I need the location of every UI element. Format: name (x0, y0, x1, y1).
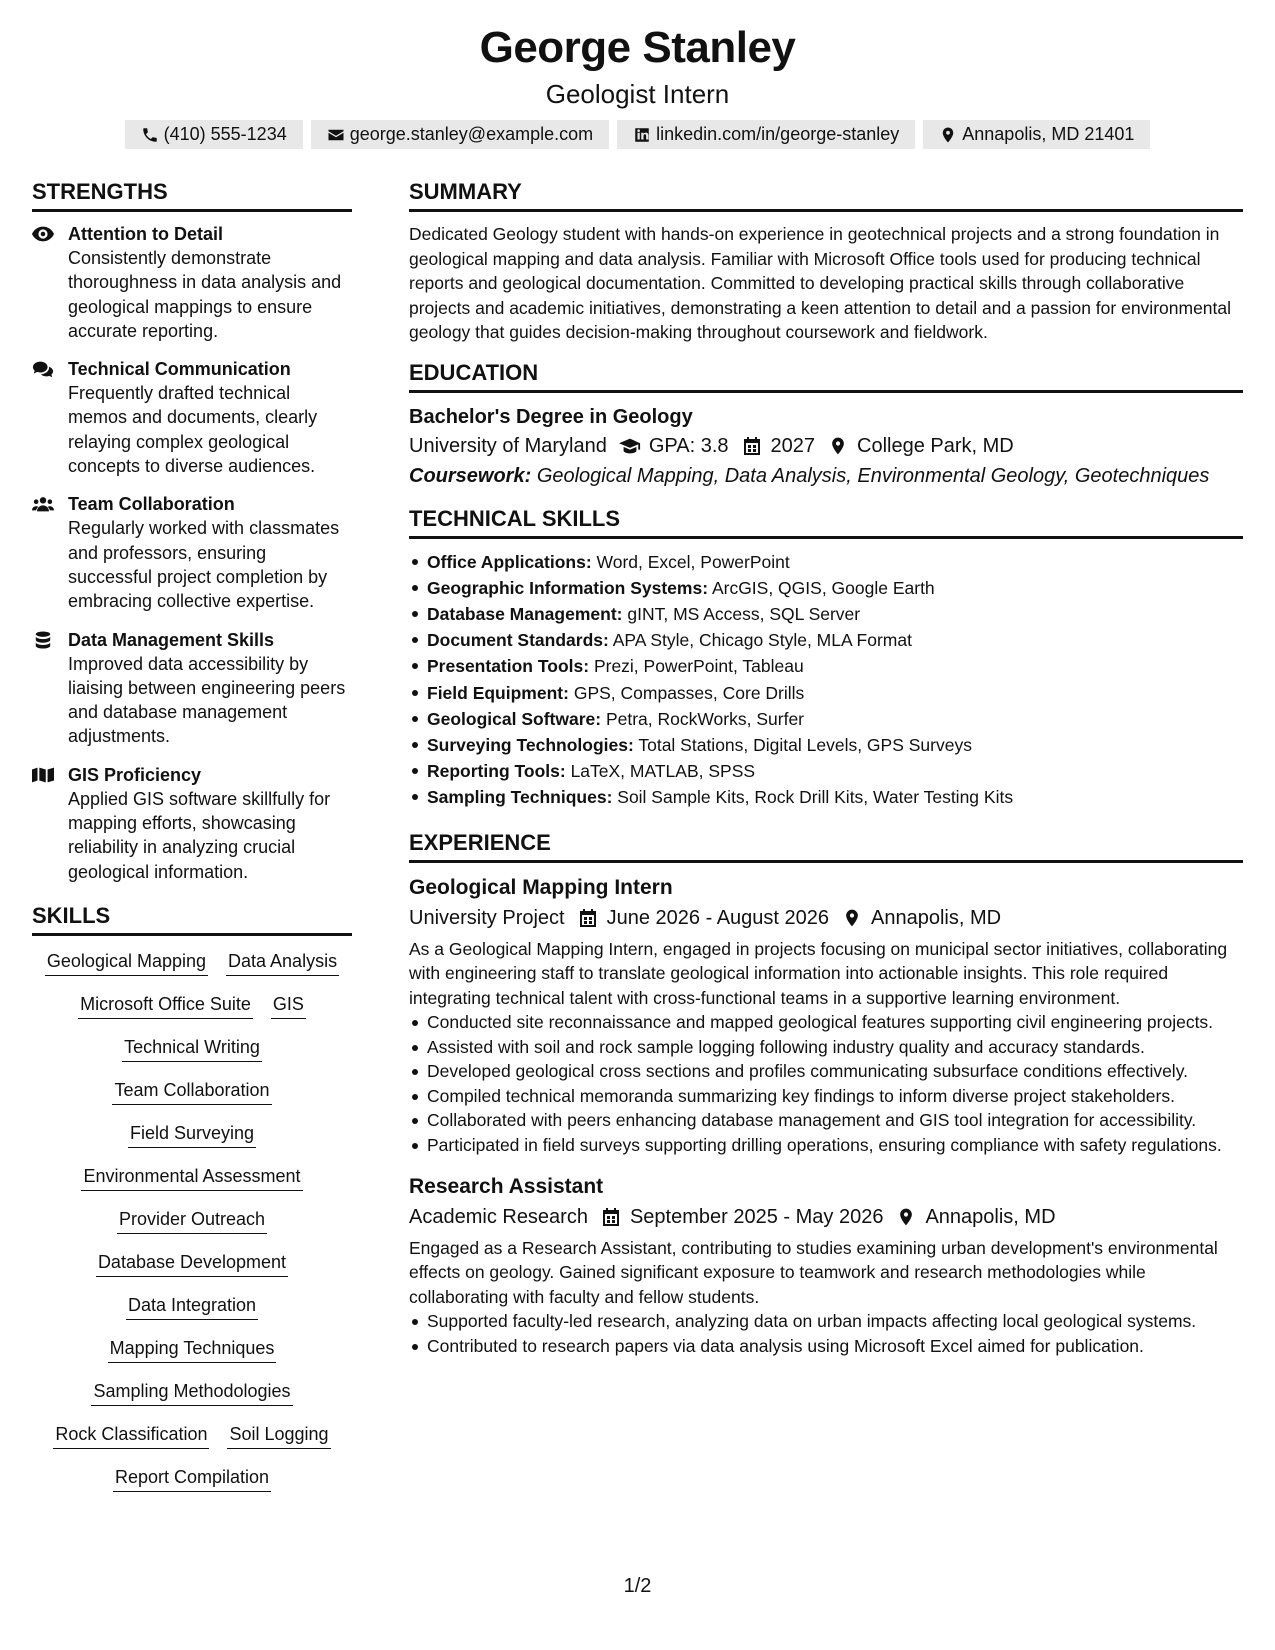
tech-skill-value: Soil Sample Kits, Rock Drill Kits, Water Testing Kits (617, 787, 1014, 808)
skills-list (32, 946, 352, 1494)
tech-skill-label: Geological Software: (427, 708, 602, 729)
tech-skill-label: Presentation Tools: (427, 656, 590, 677)
job-meta (409, 1202, 1243, 1232)
summary-heading: SUMMARY (409, 178, 1243, 212)
comments-icon (32, 360, 54, 378)
education-gpa: GPA: 3.8 (648, 434, 729, 457)
list-item (409, 758, 1243, 784)
tech-skill-label: Surveying Technologies: (427, 734, 634, 755)
skill-tag: Provider Outreach (117, 1206, 267, 1234)
job-meta (409, 903, 1243, 933)
experience-entry (409, 873, 1243, 1158)
tech-skill-value: LaTeX, MATLAB, SPSS (570, 761, 756, 782)
tech-skill-value: Total Stations, Digital Levels, GPS Surveys (638, 734, 972, 755)
resume-header (0, 20, 1275, 149)
tech-skill-value: Word, Excel, PowerPoint (596, 551, 790, 572)
strength-title: Attention to Detail (68, 224, 223, 244)
tech-skill-label: Database Management: (427, 603, 623, 624)
tech-skill-label: Sampling Techniques: (427, 787, 613, 808)
strength-title: Team Collaboration (68, 494, 235, 515)
skill-tag: Mapping Techniques (108, 1335, 277, 1363)
skill-tag: Microsoft Office Suite (78, 991, 253, 1019)
map-pin-icon (827, 436, 849, 456)
tech-skill-label: Reporting Tools: (427, 761, 566, 782)
tech-skill-label: Field Equipment: (427, 682, 569, 703)
education-heading: EDUCATION (409, 359, 1243, 393)
calendar-icon (600, 1207, 622, 1227)
coursework-text: Geological Mapping, Data Analysis, Environmental Geology, Geotechniques (536, 464, 1210, 487)
left-column (32, 178, 352, 1494)
contact-email[interactable] (311, 120, 609, 149)
strength-title: Technical Communication (68, 359, 291, 380)
list-item: Supported faculty-led research, analyzing data on urban impacts affecting local geological systems. (409, 1309, 1243, 1334)
map-pin-icon (841, 908, 863, 928)
job-location: Annapolis, MD (925, 1205, 1056, 1228)
tech-skill-label: Geographic Information Systems: (427, 577, 709, 598)
strength-desc: Applied GIS software skillfully for mapping efforts, showcasing reliability in analyzing crucial geological information. (68, 788, 331, 882)
list-item (409, 549, 1243, 575)
list-item (409, 784, 1243, 810)
skill-tag: GIS (271, 991, 306, 1019)
tech-skill-value: Petra, RockWorks, Surfer (605, 708, 805, 729)
education-school: University of Maryland (409, 434, 607, 457)
skill-tag: Data Integration (126, 1292, 258, 1320)
job-dates: September 2025 - May 2026 (629, 1205, 884, 1228)
list-item: Contributed to research papers via data analysis using Microsoft Excel aimed for publication. (409, 1334, 1243, 1359)
strength-desc: Frequently drafted technical memos and documents, clearly relaying complex geological concepts to diverse audiences. (68, 383, 318, 477)
contact-bar (0, 120, 1275, 149)
skill-tag: Report Compilation (113, 1464, 271, 1492)
list-item: Participated in field surveys supporting drilling operations, ensuring compliance with safety regulations. (409, 1133, 1243, 1158)
tech-skill-label: Document Standards: (427, 630, 609, 651)
map-pin-icon (939, 126, 957, 144)
education-year: 2027 (770, 434, 816, 457)
list-item: Developed geological cross sections and profiles communicating subsurface conditions effectively. (409, 1059, 1243, 1084)
skill-tag: Environmental Assessment (81, 1163, 302, 1191)
tech-skill-value: ArcGIS, QGIS, Google Earth (711, 577, 935, 598)
calendar-icon (741, 436, 763, 456)
strength-item (32, 492, 352, 613)
strength-item (32, 357, 352, 478)
skill-tag: Rock Classification (53, 1421, 209, 1449)
coursework-label: Coursework: (409, 464, 532, 487)
contact-linkedin[interactable] (617, 120, 915, 149)
contact-email-text: george.stanley@example.com (349, 124, 594, 144)
contact-linkedin-text: linkedin.com/in/george-stanley (656, 124, 900, 144)
job-location: Annapolis, MD (871, 906, 1002, 929)
tech-skill-value: APA Style, Chicago Style, MLA Format (612, 630, 912, 651)
job-bullets (409, 1010, 1243, 1158)
strength-title: Data Management Skills (68, 629, 275, 650)
experience-entry (409, 1172, 1243, 1359)
graduation-cap-icon (619, 436, 641, 456)
list-item: Collaborated with peers enhancing database management and GIS tool integration for accessibility. (409, 1108, 1243, 1133)
job-org: University Project (409, 906, 565, 929)
eye-icon (32, 225, 54, 243)
list-item (409, 680, 1243, 706)
list-item (409, 653, 1243, 679)
strength-desc: Consistently demonstrate thoroughness in data analysis and geological mappings to ensure accurate reporting. (68, 248, 342, 341)
skill-tag: Geological Mapping (45, 948, 208, 976)
list-item (409, 575, 1243, 601)
list-item: Compiled technical memoranda summarizing key findings to inform diverse project stakeholders. (409, 1084, 1243, 1109)
envelope-icon (327, 126, 345, 144)
right-column (409, 178, 1243, 1372)
job-description: As a Geological Mapping Intern, engaged in projects focusing on municipal sector initiatives, collaborating with engineering staff to translate geological information into actionable insights. This role required integrating technical talent with cross-functional teams in a supportive learning environment. (409, 938, 1228, 1008)
list-item (409, 732, 1243, 758)
job-dates: June 2026 - August 2026 (606, 906, 830, 929)
tech-skill-label: Office Applications: (427, 551, 592, 572)
map-pin-icon (895, 1207, 917, 1227)
skill-tag: Technical Writing (122, 1034, 262, 1062)
linkedin-icon (633, 126, 651, 144)
job-bullets (409, 1309, 1243, 1358)
strength-desc: Improved data accessibility by liaising between engineering peers and database management adjustments. (68, 653, 346, 747)
strength-item (32, 763, 352, 884)
contact-location-text: Annapolis, MD 21401 (962, 124, 1135, 144)
candidate-name: George Stanley (479, 23, 796, 72)
skill-tag: Database Development (96, 1249, 288, 1277)
phone-icon (141, 126, 159, 144)
contact-phone-text: (410) 555-1234 (163, 124, 287, 144)
list-item: Assisted with soil and rock sample logging following industry quality and accuracy standards. (409, 1035, 1243, 1060)
skills-heading: SKILLS (32, 902, 352, 936)
calendar-icon (577, 908, 599, 928)
database-icon (32, 631, 54, 649)
skill-tag: Soil Logging (227, 1421, 330, 1449)
tech-skill-value: gINT, MS Access, SQL Server (627, 603, 861, 624)
summary-text: Dedicated Geology student with hands-on experience in geotechnical projects and a strong foundation in geological mapping and data analysis. Familiar with Microsoft Office tools used for producing technical reports and geological documentation. Committed to developing practical skills through collaborative projects and academic initiatives, demonstrating a keen attention to detail and a passion for environmental geology that guides decision-making throughout coursework and fieldwork. (409, 224, 1232, 342)
strength-item (32, 628, 352, 749)
skill-tag: Field Surveying (128, 1120, 256, 1148)
tech-skill-value: Prezi, PowerPoint, Tableau (593, 656, 804, 677)
users-icon (32, 495, 54, 513)
tech-skill-value: GPS, Compasses, Core Drills (573, 682, 805, 703)
list-item (409, 601, 1243, 627)
contact-phone[interactable] (125, 120, 303, 149)
job-description: Engaged as a Research Assistant, contributing to studies examining urban development's environmental effects on geology. Gained significant exposure to teamwork and research methodologies while collaborating with faculty and fellow students. (409, 1237, 1218, 1307)
candidate-title: Geologist Intern (545, 79, 730, 109)
strengths-heading: STRENGTHS (32, 178, 352, 212)
strength-desc: Regularly worked with classmates and professors, ensuring successful project completion by embracing collective expertise. (68, 518, 340, 612)
skill-tag: Team Collaboration (112, 1077, 271, 1105)
list-item (409, 706, 1243, 732)
education-location: College Park, MD (857, 434, 1014, 457)
strength-item (32, 222, 352, 343)
education-degree: Bachelor's Degree in Geology (409, 405, 693, 428)
job-title: Geological Mapping Intern (409, 875, 673, 899)
strength-title: GIS Proficiency (68, 764, 202, 785)
technical-skills-heading: TECHNICAL SKILLS (409, 505, 1243, 539)
job-org: Academic Research (409, 1205, 588, 1228)
list-item: Conducted site reconnaissance and mapped geological features supporting civil engineering projects. (409, 1010, 1243, 1035)
map-icon (32, 766, 54, 784)
skill-tag: Sampling Methodologies (91, 1378, 292, 1406)
list-item (409, 627, 1243, 653)
technical-skills-list (409, 549, 1243, 811)
education-meta (409, 431, 1243, 461)
job-title: Research Assistant (409, 1174, 604, 1198)
contact-location (923, 120, 1150, 149)
education-coursework (409, 461, 1243, 491)
skill-tag: Data Analysis (226, 948, 339, 976)
experience-heading: EXPERIENCE (409, 829, 1243, 863)
page-number: 1/2 (623, 1575, 652, 1597)
